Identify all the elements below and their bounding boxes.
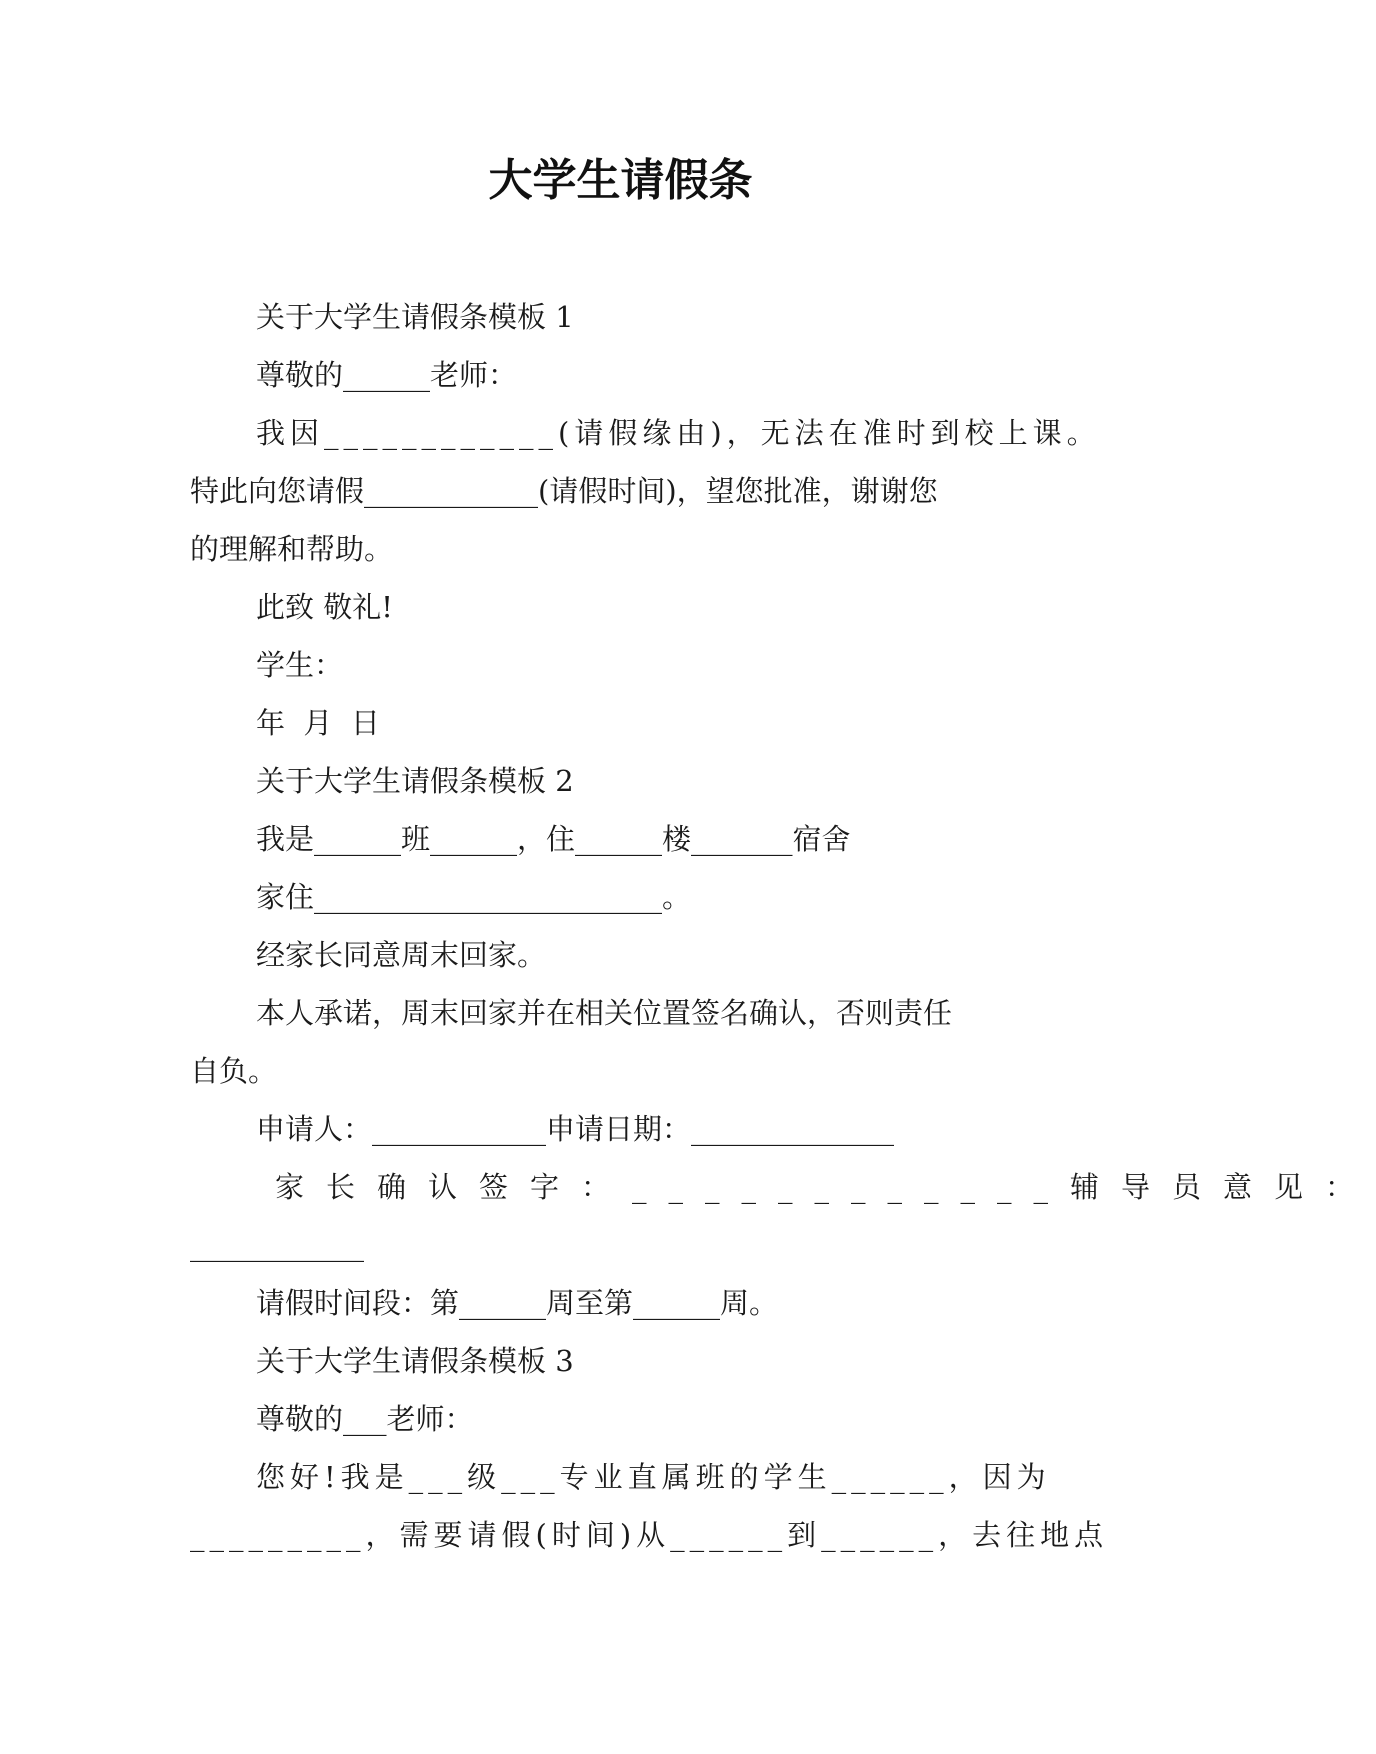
body-paragraph-line: 您好!我是___级___专业直属班的学生______，因为 xyxy=(256,1460,1051,1494)
date-line: 年 月 日 xyxy=(256,706,380,740)
body-paragraph-line: 的理解和帮助。 xyxy=(190,532,394,566)
body-paragraph-line: 特此向您请假____________(请假时间)，望您批准，谢谢您 xyxy=(190,474,938,508)
body-paragraph-line: 自负。 xyxy=(190,1054,278,1088)
template-2-heading: 关于大学生请假条模板 2 xyxy=(256,764,574,798)
body-line: 经家长同意周末回家。 xyxy=(256,938,547,972)
template-1-heading: 关于大学生请假条模板 1 xyxy=(256,300,574,334)
body-paragraph-line: 本人承诺，周末回家并在相关位置签名确认，否则责任 xyxy=(256,996,953,1030)
applicant-line: 申请人：____________申请日期：______________ xyxy=(256,1112,895,1146)
body-paragraph-line: _________，需要请假(时间)从______到______，去往地点 xyxy=(190,1518,1109,1552)
student-signature-line: 学生： xyxy=(256,648,344,682)
document-title: 大学生请假条 xyxy=(488,155,753,206)
parent-signature-line: 家长确认签字：____________辅导员意见： xyxy=(275,1170,1376,1204)
template-3-heading: 关于大学生请假条模板 3 xyxy=(256,1344,574,1378)
leave-period-line: 请假时间段：第______周至第______周。 xyxy=(256,1286,779,1320)
greeting-line: 尊敬的___老师： xyxy=(256,1402,474,1436)
body-paragraph-line: 我因____________(请假缘由)，无法在准时到校上课。 xyxy=(256,416,1101,450)
greeting-line: 尊敬的______老师： xyxy=(256,358,518,392)
counselor-opinion-blank: ____________ xyxy=(190,1228,364,1262)
closing-line: 此致 敬礼! xyxy=(256,590,393,624)
body-line: 我是______班______，住______楼_______宿舍 xyxy=(256,822,851,856)
body-line: 家住________________________。 xyxy=(256,880,692,914)
